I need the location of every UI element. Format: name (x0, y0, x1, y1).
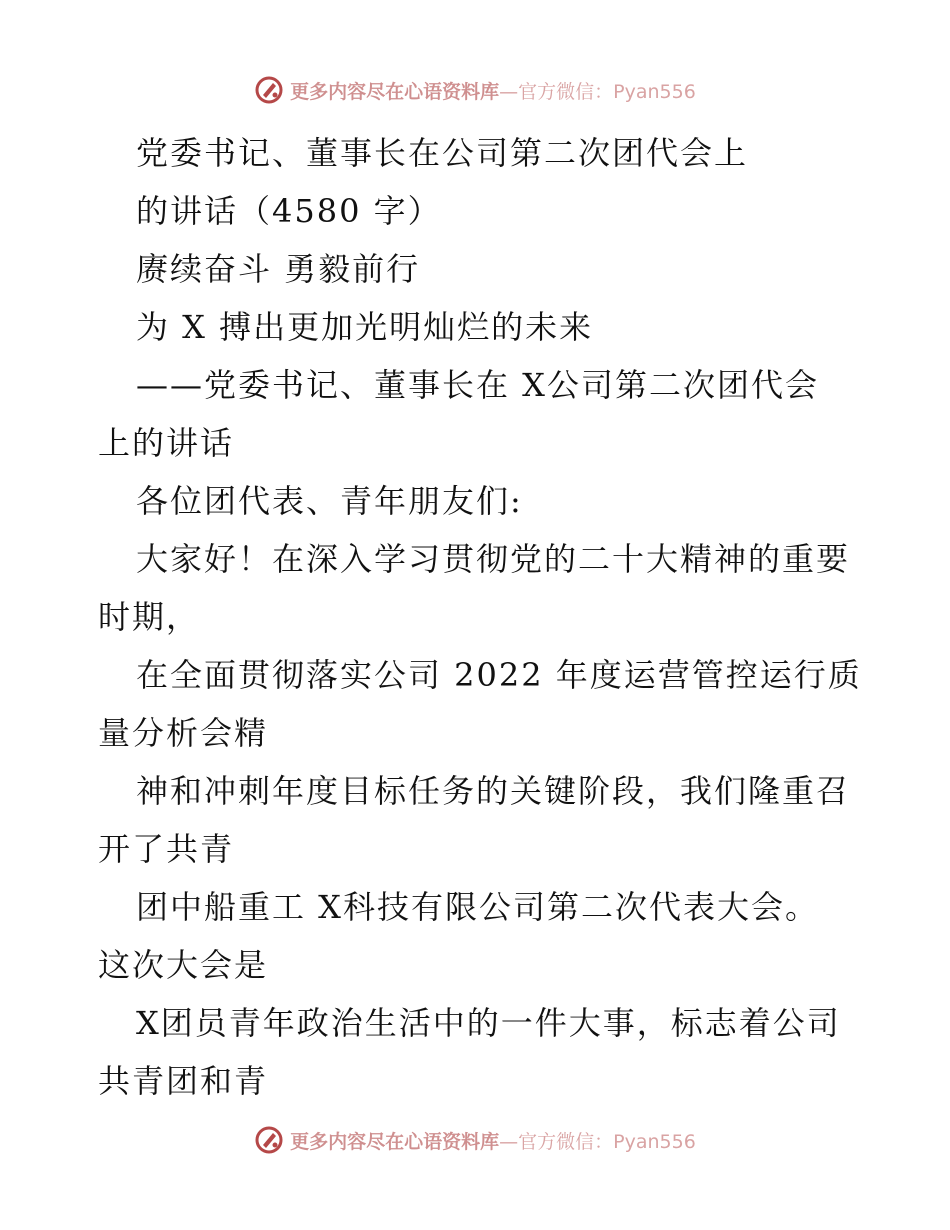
footer-banner-lead: 更多内容尽在心语资料库 (290, 1130, 500, 1153)
paragraph-line: 团中船重工 X科技有限公司第二次代表大会。 (136, 888, 819, 926)
title-line-1: 党委书记、董事长在公司第二次团代会上 (136, 134, 749, 172)
header-banner-tail: —官方微信：Pyan556 (499, 80, 696, 103)
footer-banner-tail: —官方微信：Pyan556 (499, 1130, 696, 1153)
header-banner-lead: 更多内容尽在心语资料库 (290, 80, 500, 103)
salutation: 各位团代表、青年朋友们: (136, 482, 523, 520)
paragraph-line: 这次大会是 (98, 946, 269, 984)
paragraph-line: 大家好！在深入学习贯彻党的二十大精神的重要 (136, 540, 851, 578)
brand-logo-icon (254, 1125, 284, 1155)
subtitle-line-4: 上的讲话 (98, 424, 235, 462)
subtitle-line-3: ——党委书记、董事长在 X公司第二次团代会 (136, 366, 819, 404)
paragraph-line: 时期， (98, 598, 201, 636)
paragraph-line: X团员青年政治生活中的一件大事，标志着公司 (136, 1004, 841, 1042)
footer-banner (0, 1120, 950, 1160)
paragraph-line: 开了共青 (98, 830, 235, 868)
document-body (98, 124, 862, 1110)
paragraph-line: 神和冲刺年度目标任务的关键阶段，我们隆重召 (136, 772, 851, 810)
paragraph-line: 量分析会精 (98, 714, 269, 752)
subtitle-line-1: 赓续奋斗 勇毅前行 (136, 250, 421, 288)
brand-logo-icon (254, 75, 284, 105)
header-banner (0, 70, 950, 110)
title-line-2: 的讲话（4580 字） (136, 192, 442, 230)
paragraph-line: 共青团和青 (98, 1062, 269, 1100)
paragraph-line: 在全面贯彻落实公司 2022 年度运营管控运行质 (136, 656, 862, 694)
subtitle-line-2: 为 X 搏出更加光明灿烂的未来 (136, 308, 594, 346)
